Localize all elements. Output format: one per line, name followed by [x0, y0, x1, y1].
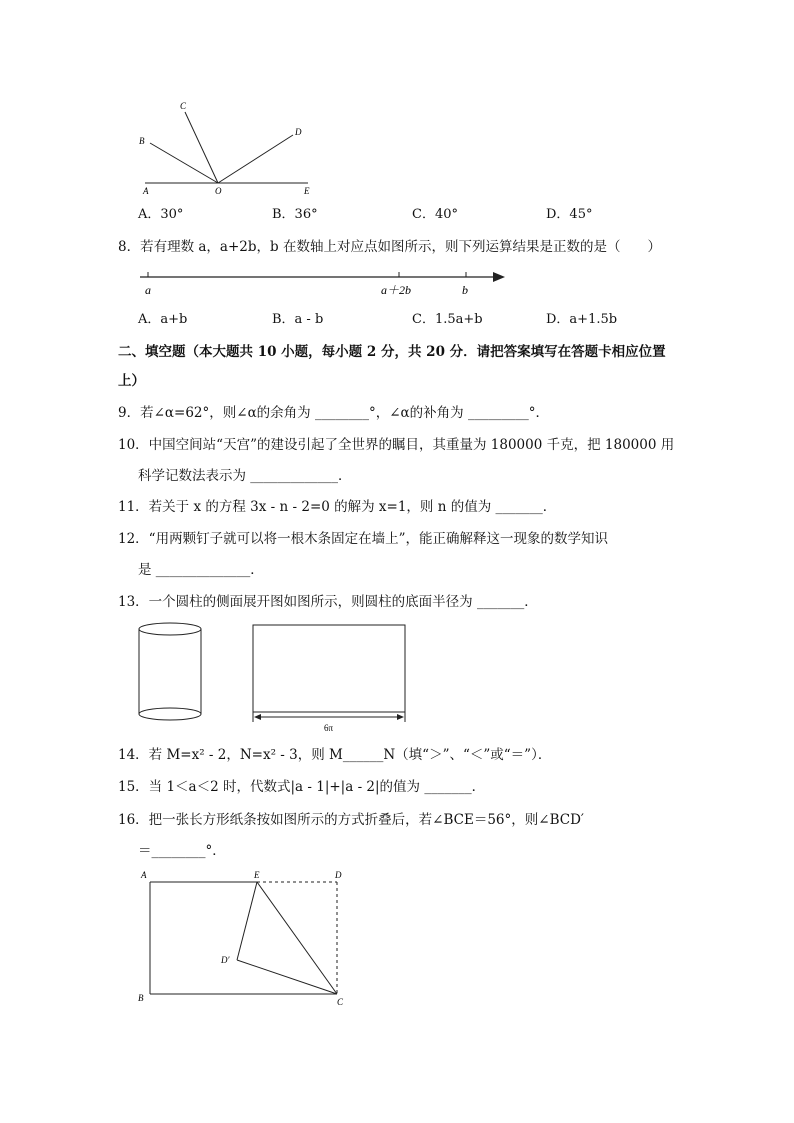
axis-arrow [493, 272, 505, 282]
cylinder-top [139, 623, 201, 635]
dim-arrow-left [254, 714, 261, 720]
q14: 14．若 M=x² - 2，N=x² - 3，则 M______N（填“＞”、“＜”或“＝”）． [118, 747, 552, 763]
q10-line1: 10．中国空间站“天宫”的建设引起了全世界的瞩目，其重量为 180000 千克，把 180000 用 [118, 437, 675, 453]
fold-label-a: A [141, 870, 147, 880]
label-a: A [143, 186, 149, 196]
q15: 15．当 1＜a＜2 时，代数式|a - 1|+|a - 2|的值为 _______． [118, 779, 486, 795]
q9: 9．若∠α=62°，则∠α的余角为 ________°，∠α的补角为 _________°． [118, 405, 549, 421]
q7-option-a: A．30° [138, 207, 184, 222]
label-c: C [180, 101, 187, 111]
fold-label-e: E [254, 870, 260, 880]
edge-d-prime-c [237, 960, 337, 994]
ray-oc [185, 112, 218, 183]
unrolled-rectangle-figure [248, 620, 413, 735]
q13-stem: 13．一个圆柱的侧面展开图如图所示，则圆柱的底面半径为 _______． [118, 594, 538, 610]
dim-arrow-right [397, 714, 404, 720]
edge-ed-prime [237, 882, 257, 960]
fold-label-d-prime: D′ [221, 955, 230, 965]
q7-option-d: D．45° [546, 207, 593, 222]
q8-option-a: A．a+b [138, 312, 188, 327]
q12-line2: 是 ______________． [138, 562, 264, 578]
q7-option-c: C．40° [412, 207, 458, 222]
axis-label-b: b [462, 283, 468, 297]
cylinder-figure [135, 620, 210, 725]
q11: 11．若关于 x 的方程 3x - n - 2=0 的解为 x=1，则 n 的值为 _______． [118, 499, 557, 515]
angle-figure [130, 95, 330, 200]
section2-heading: 二、填空题（本大题共 10 小题，每小题 2 分，共 20 分．请把答案填写在答题卡相应位置 [118, 344, 666, 360]
fold-label-d: D [335, 870, 342, 880]
q12-line1: 12．“用两颗钉子就可以将一根木条固定在墙上”，能正确解释这一现象的数学知识 [118, 531, 608, 547]
q8-stem: 8．若有理数 a，a+2b，b 在数轴上对应点如图所示，则下列运算结果是正数的是（ ） [118, 239, 661, 255]
label-b: B [139, 136, 145, 146]
fold-figure [135, 868, 355, 1008]
section2-heading-cont: 上） [118, 373, 145, 389]
number-line [135, 265, 515, 300]
q8-option-d: D．a+1.5b [546, 312, 618, 327]
label-e: E [304, 186, 310, 196]
q8-option-c: C．1.5a+b [412, 312, 483, 327]
q16-line1: 16．把一张长方形纸条按如图所示的方式折叠后，若∠BCE＝56°，则∠BCD′ [118, 812, 584, 828]
label-o: O [215, 186, 222, 196]
ray-od [218, 135, 293, 183]
label-d: D [295, 127, 302, 137]
axis-label-a2b: a＋2b [381, 283, 412, 297]
q7-option-b: B．36° [272, 207, 318, 222]
fold-label-b: B [138, 993, 144, 1003]
q10-line2: 科学记数法表示为 _____________． [138, 468, 352, 484]
cylinder-bottom [139, 708, 201, 720]
fold-ec [257, 882, 337, 994]
dim-label: 6π [324, 723, 334, 733]
fold-label-c: C [337, 997, 344, 1007]
q16-line2: ＝________°． [138, 843, 226, 859]
axis-label-a: a [145, 283, 151, 297]
q8-option-b: B．a - b [272, 312, 324, 327]
ray-ob [150, 143, 218, 183]
lateral-surface-rect [253, 625, 405, 712]
